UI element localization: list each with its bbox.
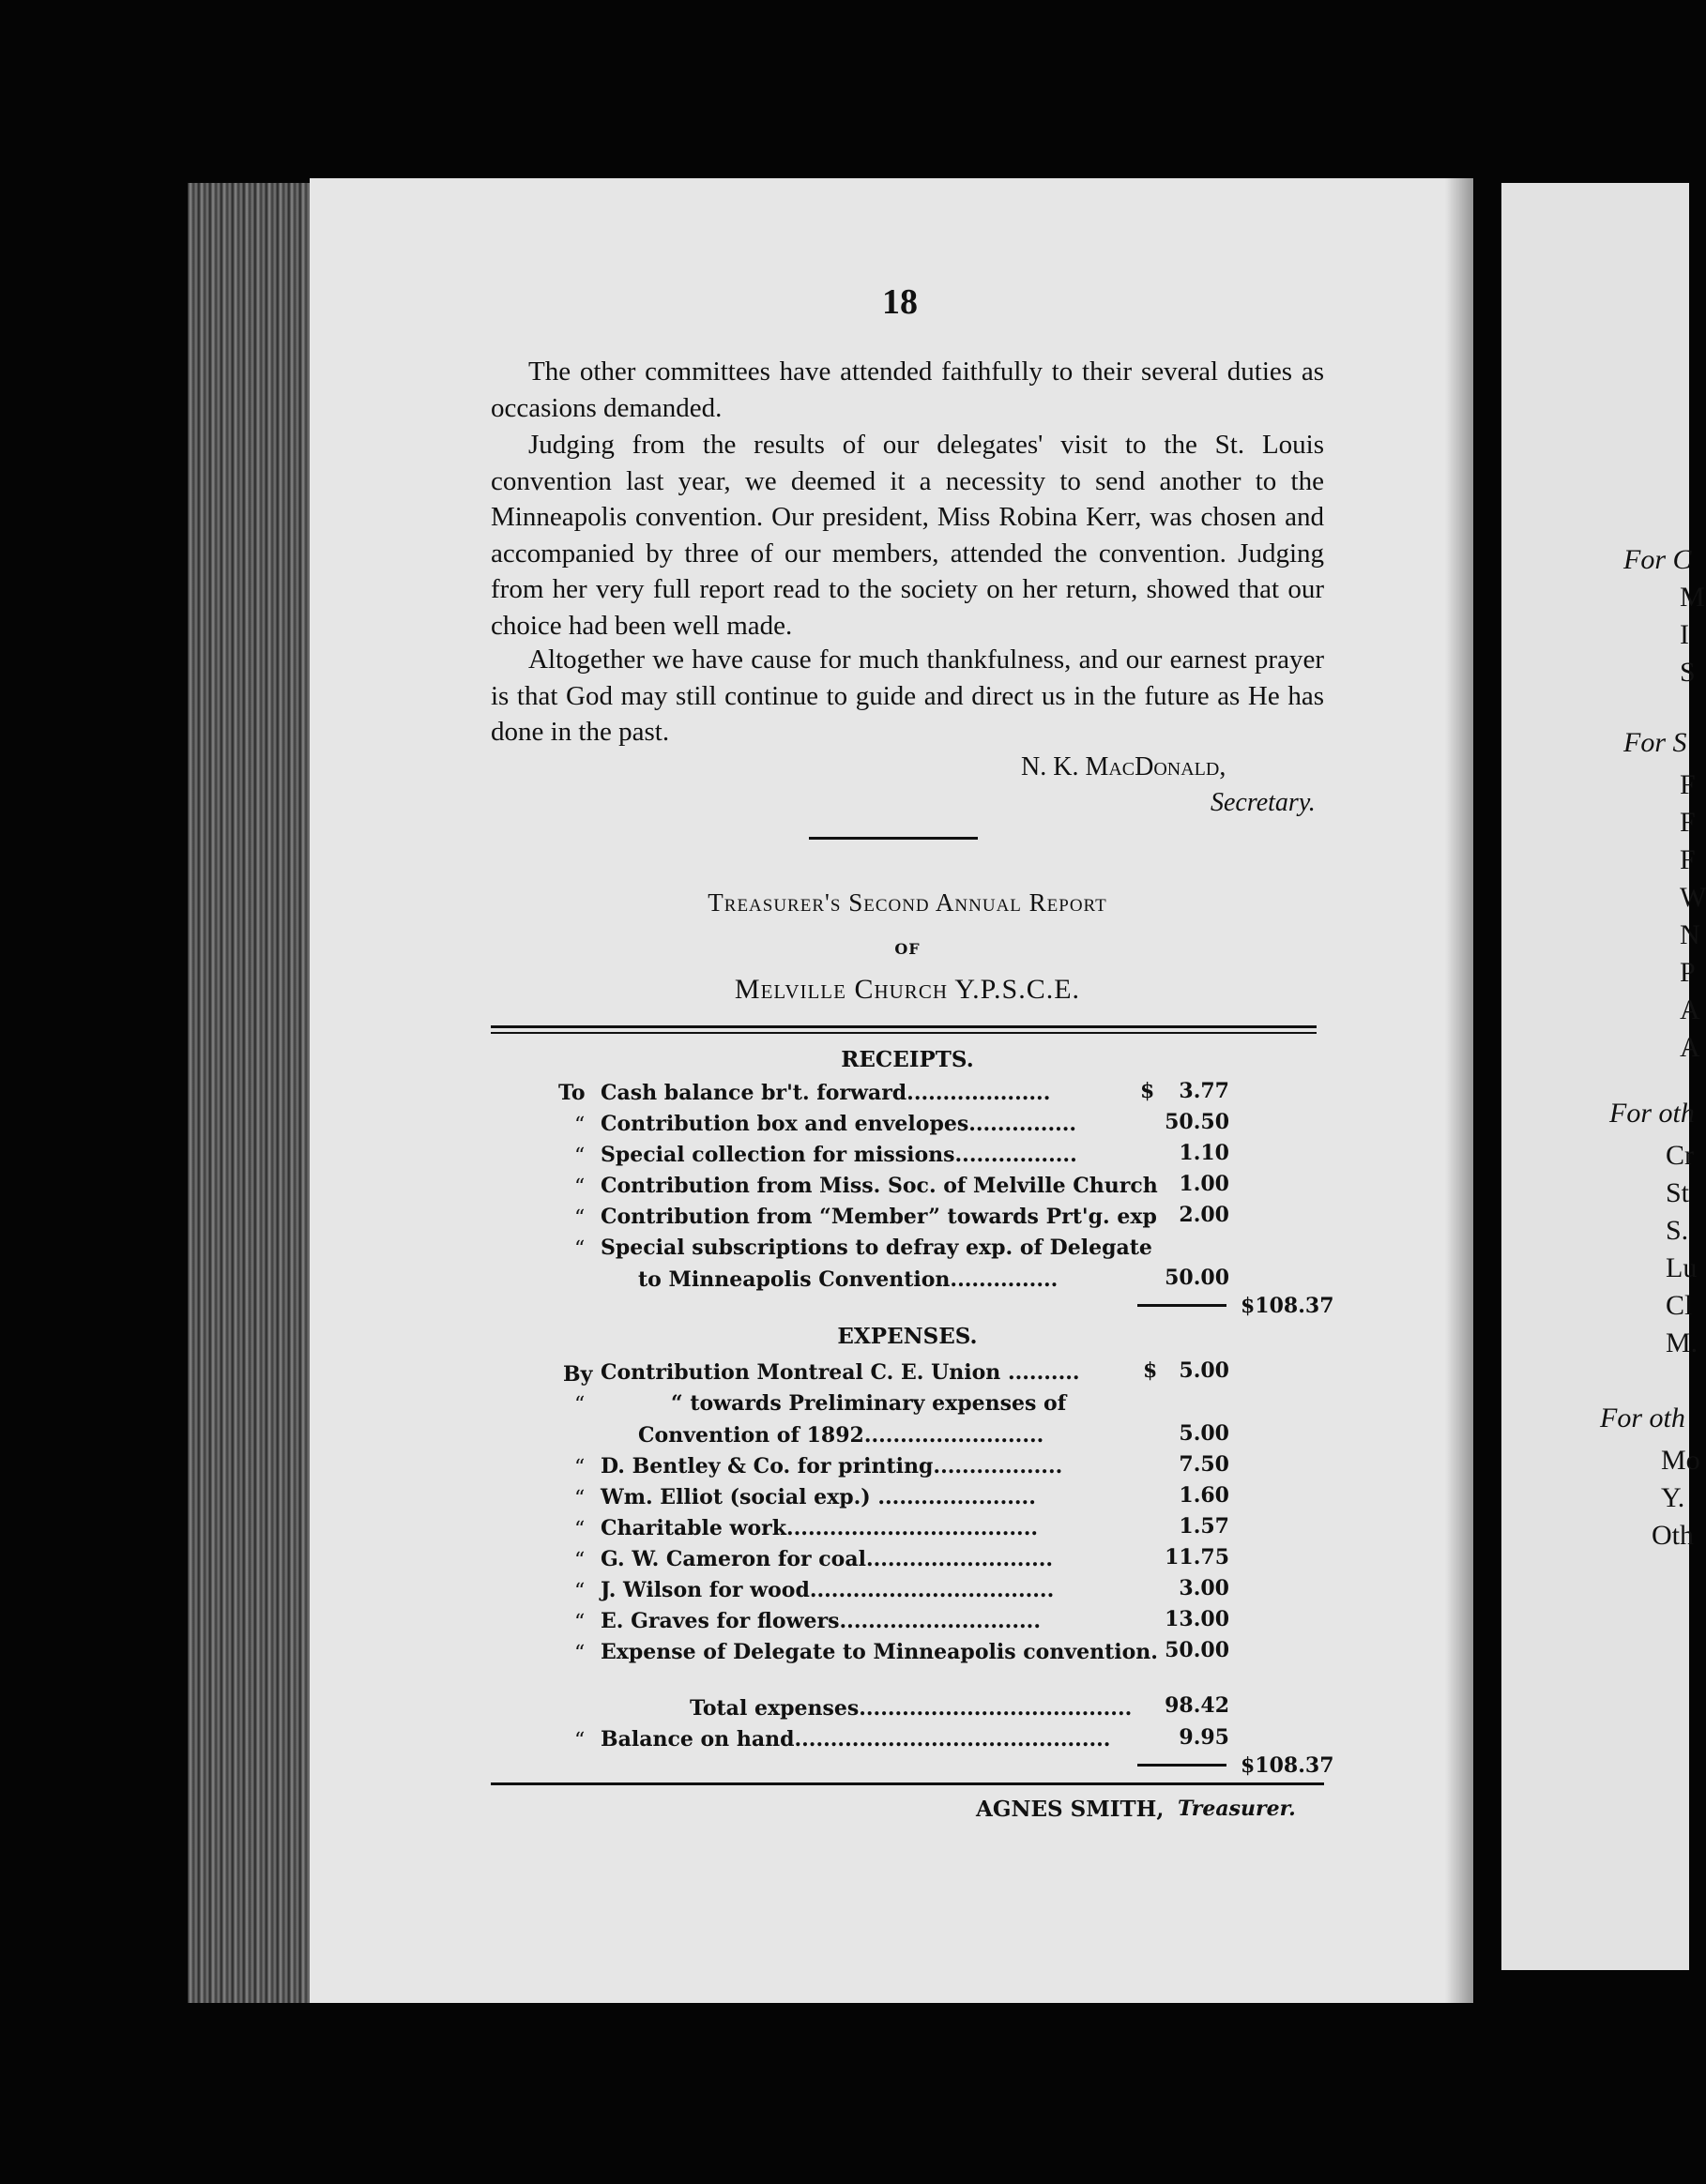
double-rule-bottom — [491, 1032, 1317, 1034]
right-page-fragment: Cl — [1666, 1290, 1693, 1321]
paragraph-text: Altogether we have cause for much thankfulness, and our earnest prayer is that God may still continue to guide and direct us in the future as He has done in the past. — [491, 645, 1324, 747]
right-page-fragment: A — [1680, 994, 1700, 1025]
row-description: Expense of Delegate to Minneapolis convention. — [601, 1640, 1158, 1664]
right-page-fragment: S — [1680, 657, 1696, 688]
row-description: D. Bentley & Co. for printing.................. — [601, 1454, 1063, 1479]
right-page-fragment: For oth — [1600, 1403, 1685, 1433]
row-description: Special collection for missions................. — [601, 1143, 1077, 1167]
expenses-sum-rule — [1137, 1764, 1226, 1767]
balance-label: Balance on hand............................................ — [601, 1727, 1111, 1752]
right-page-fragment: Y. — [1661, 1482, 1685, 1513]
book-page-edges — [188, 183, 319, 2003]
row-amount: 1.57 — [1179, 1514, 1229, 1539]
row-description: Contribution from “Member” towards Prt'g. exp — [601, 1205, 1157, 1229]
right-page-fragment: F — [1680, 769, 1696, 800]
treasurer-name: AGNES SMITH, — [976, 1797, 1165, 1822]
right-page-fragment: W — [1680, 882, 1706, 913]
row-prefix: By — [563, 1362, 593, 1387]
row-amount: 1.00 — [1179, 1172, 1229, 1196]
balance-prefix: “ — [574, 1729, 586, 1752]
right-page-fragment: For oth — [1609, 1098, 1695, 1129]
row-description: E. Graves for flowers............................ — [601, 1609, 1041, 1633]
right-page-fragment: For C — [1623, 544, 1692, 575]
row-prefix: “ — [574, 1145, 586, 1168]
row-description: Special subscriptions to defray exp. of Delegate — [601, 1236, 1152, 1260]
right-page-fragment: F — [1680, 807, 1696, 838]
row-description: J. Wilson for wood.................................. — [601, 1578, 1055, 1602]
row-amount: 2.00 — [1179, 1203, 1229, 1227]
right-page-fragment: Lu — [1666, 1252, 1698, 1283]
row-prefix: “ — [574, 1114, 586, 1137]
page-number: 18 — [882, 282, 918, 322]
right-page-fragment: St — [1666, 1177, 1690, 1208]
right-page-fragment: S. — [1666, 1215, 1689, 1246]
row-prefix: “ — [574, 1206, 586, 1230]
row-amount: 3.77 — [1179, 1079, 1229, 1103]
report-title: Treasurer's Second Annual Report — [708, 888, 1107, 917]
row-prefix: “ — [574, 1518, 586, 1541]
row-description: Cash balance br't. forward.................... — [601, 1081, 1051, 1105]
row-prefix: To — [558, 1081, 586, 1105]
row-amount: 50.50 — [1165, 1110, 1229, 1134]
row-description: Convention of 1892......................... — [638, 1423, 1044, 1448]
row-description: to Minneapolis Convention............... — [638, 1267, 1059, 1292]
row-description: Contribution Montreal C. E. Union .......... — [601, 1360, 1080, 1385]
dollar-sign: $ — [1140, 1079, 1155, 1103]
row-description: Contribution box and envelopes............... — [601, 1112, 1077, 1136]
paragraph — [491, 354, 1324, 426]
total-expenses-label: Total expenses...................................... — [690, 1696, 1133, 1721]
row-amount: 1.60 — [1179, 1483, 1229, 1508]
right-page-fragment: Oth — [1652, 1520, 1694, 1551]
paragraph-text: The other committees have attended faithfully to their several duties as occasions demanded. — [491, 356, 1324, 423]
row-prefix: “ — [574, 1611, 586, 1634]
expenses-grand-total: $108.37 — [1241, 1753, 1334, 1778]
right-page-fragment: F — [1680, 844, 1696, 875]
right-page-fragment: A — [1680, 1032, 1700, 1063]
right-page-fragment: M. — [1666, 1327, 1698, 1358]
expenses-heading: EXPENSES. — [837, 1324, 978, 1349]
receipts-heading: RECEIPTS. — [841, 1047, 974, 1072]
row-prefix: “ — [574, 1175, 586, 1199]
paragraph-text: Judging from the results of our delegates' visit to the St. Louis convention last year, we deemed it a necessity to send another to the Minneapolis convention. Our president, Miss Robina Kerr, was chosen and accompanied by three of our members, attended the convention. Judging from her very full report read to the society on her return, showed that our choice had been well made. — [491, 430, 1324, 641]
right-page-fragment: I — [1680, 619, 1689, 650]
row-amount: 13.00 — [1165, 1607, 1229, 1631]
balance-amount: 9.95 — [1179, 1725, 1229, 1750]
receipts-sum-rule — [1137, 1304, 1226, 1307]
report-church: Melville Church Y.P.S.C.E. — [734, 974, 1081, 1005]
row-amount: 7.50 — [1179, 1452, 1229, 1477]
secretary-title: Secretary. — [1211, 788, 1316, 817]
row-amount: 50.00 — [1165, 1266, 1229, 1290]
row-prefix: “ — [574, 1237, 586, 1261]
row-amount: 5.00 — [1179, 1358, 1229, 1383]
row-prefix: “ — [574, 1642, 586, 1665]
right-page-fragment: M — [1680, 582, 1705, 613]
right-page-fragment: Mo — [1661, 1445, 1700, 1476]
secretary-name — [1021, 752, 1226, 782]
receipts-total: $108.37 — [1241, 1294, 1334, 1318]
row-description: Contribution from Miss. Soc. of Melville Church — [601, 1174, 1158, 1198]
divider — [809, 837, 978, 840]
right-page-fragment: Cr — [1666, 1140, 1694, 1171]
report-of: OF — [894, 940, 921, 958]
paragraph — [491, 642, 1324, 751]
closing-rule — [491, 1782, 1324, 1785]
row-description: Charitable work................................... — [601, 1516, 1039, 1540]
row-amount: 50.00 — [1165, 1638, 1229, 1662]
row-description: Wm. Elliot (social exp.) ...................... — [601, 1485, 1036, 1509]
row-prefix: “ — [574, 1580, 586, 1603]
row-prefix: “ — [574, 1393, 586, 1417]
secretary-name-text: N. K. MacDonald, — [1021, 752, 1226, 781]
right-page-fragment: N — [1680, 919, 1700, 950]
treasurer-title: Treasurer. — [1178, 1797, 1296, 1821]
right-page-fragment: For S — [1623, 727, 1687, 758]
row-amount: 5.00 — [1179, 1421, 1229, 1446]
row-prefix: “ — [574, 1549, 586, 1572]
row-amount: 3.00 — [1179, 1576, 1229, 1600]
row-description: G. W. Cameron for coal.......................... — [601, 1547, 1054, 1571]
row-prefix: “ — [574, 1487, 586, 1510]
right-page-fragment: P — [1680, 957, 1696, 988]
paragraph — [491, 427, 1324, 644]
row-amount: 1.10 — [1179, 1141, 1229, 1165]
row-description: “ towards Preliminary expenses of — [671, 1391, 1067, 1416]
row-amount: 11.75 — [1165, 1545, 1229, 1570]
dollar-sign: $ — [1143, 1358, 1158, 1383]
book-page-right — [1501, 183, 1706, 1970]
double-rule-top — [491, 1025, 1317, 1028]
total-expenses-amount: 98.42 — [1165, 1693, 1229, 1718]
row-prefix: “ — [574, 1456, 586, 1479]
